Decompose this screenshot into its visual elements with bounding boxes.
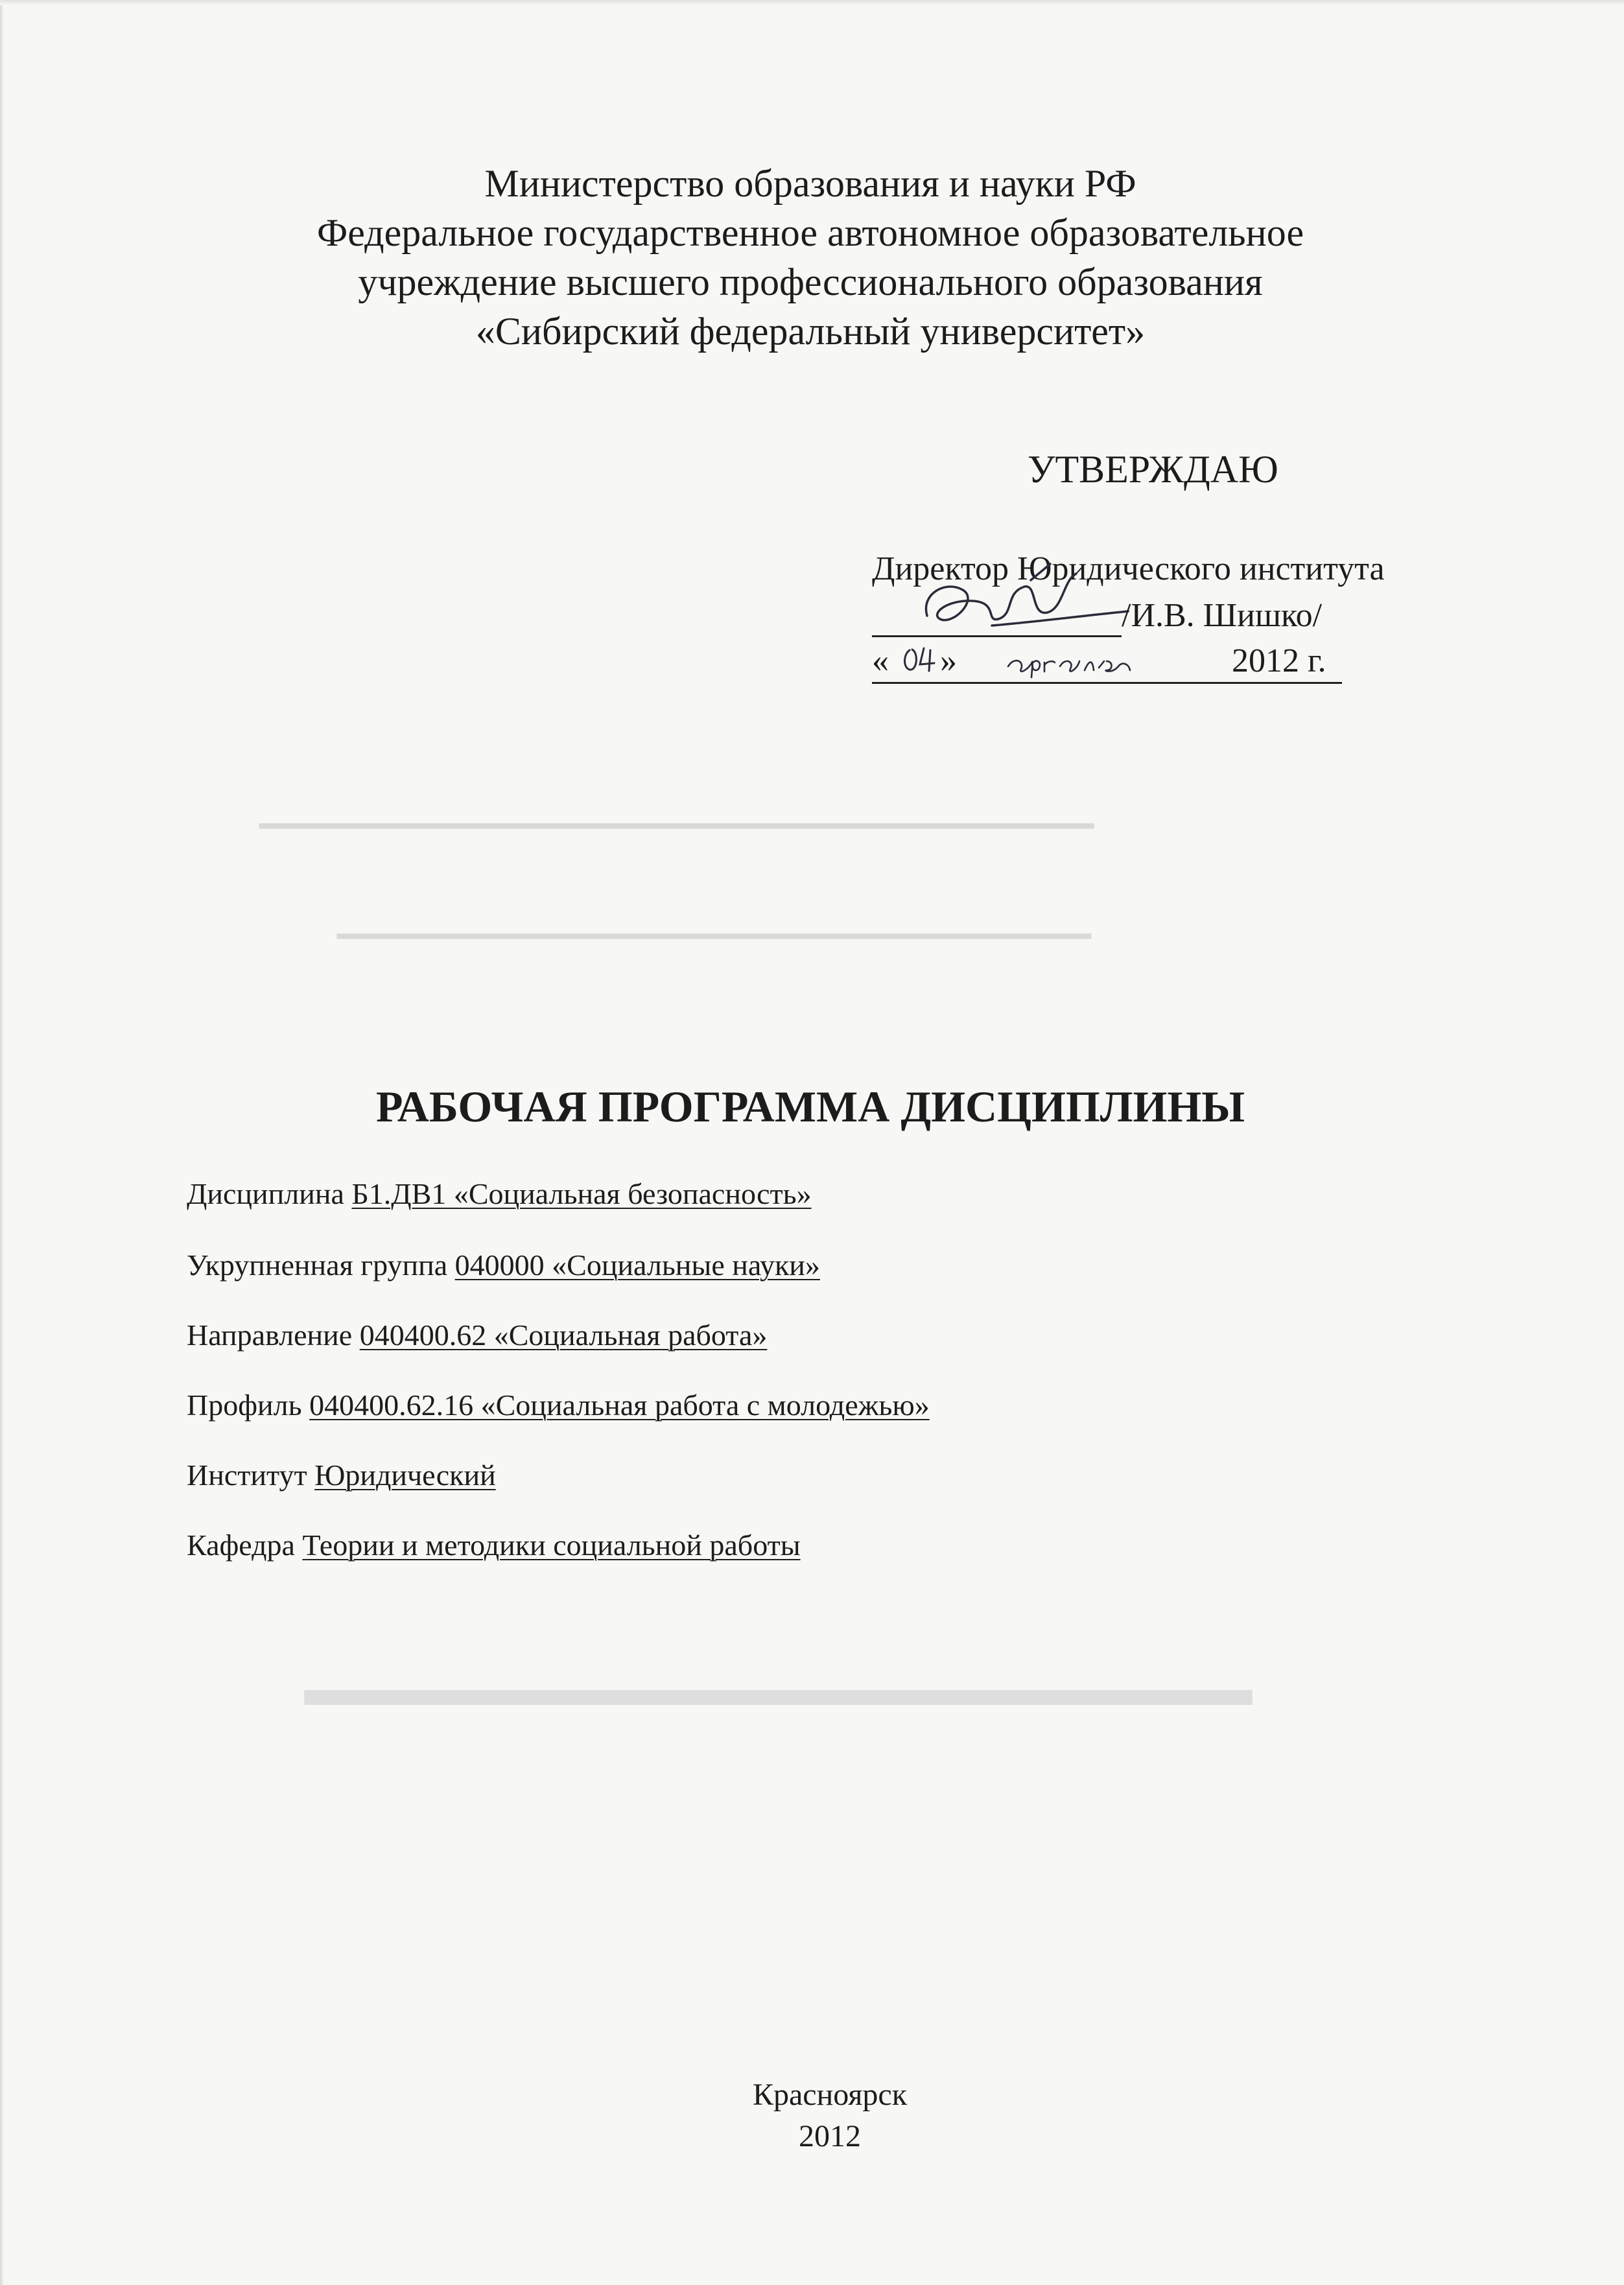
ministry-line: Министерство образования и науки РФ [484, 162, 1136, 205]
date-open-quote: « [872, 642, 889, 679]
institution-level-line: учреждение высшего профессионального образования [358, 261, 1263, 303]
field-label: Дисциплина [187, 1177, 352, 1210]
handwritten-signature [901, 554, 1135, 645]
date-close-quote: » [940, 642, 957, 679]
field-value: 040400.62 «Социальная работа» [359, 1318, 768, 1352]
field-value: 040000 «Социальные науки» [454, 1248, 820, 1282]
field-label: Институт [187, 1459, 315, 1492]
field-value: Юридический [314, 1459, 496, 1492]
field-value: Б1.ДВ1 «Социальная безопасность» [351, 1177, 812, 1210]
field-value: 040400.62.16 «Социальная работа с молодежью» [309, 1389, 930, 1422]
footer-year: 2012 [799, 2119, 861, 2153]
scan-edge-left [0, 0, 4, 2285]
bleed-through-title: ▂▂▂▂▂▂▂▂▂▂▂▂▂▂▂▂▂▂▂▂▂▂▂▂▂ [305, 1649, 1253, 1704]
field-institute [187, 1458, 496, 1492]
handwritten-day [898, 639, 943, 677]
document-title: РАБОЧАЯ ПРОГРАММА ДИСЦИПЛИНЫ [375, 1082, 1245, 1131]
footer-city: Красноярск [752, 2078, 908, 2112]
field-direction [187, 1318, 767, 1352]
field-label: Кафедра [187, 1529, 303, 1562]
field-profile [187, 1388, 930, 1422]
field-label: Профиль [187, 1389, 310, 1422]
bleed-through-line: ▁▁▁▁▁▁▁▁▁▁▁▁▁▁▁▁▁▁▁▁▁▁▁▁▁▁▁▁ [337, 899, 1091, 938]
field-label: Укрупненная группа [187, 1248, 455, 1282]
institution-header [162, 159, 1459, 356]
approver-name: /И.В. Шишко/ [1122, 597, 1323, 634]
document-footer [648, 2074, 1011, 2157]
approval-heading: УТВЕРЖДАЮ [1028, 448, 1278, 491]
field-group [187, 1248, 820, 1282]
approval-year: 2012 г. [1232, 642, 1326, 679]
field-value: Теории и методики социальной работы [302, 1529, 801, 1562]
approver-role: Директор Юридического института [872, 550, 1385, 587]
field-discipline [187, 1177, 812, 1211]
field-label: Направление [187, 1318, 360, 1352]
field-department [187, 1528, 801, 1562]
handwritten-month [1002, 642, 1151, 681]
university-name: «Сибирский федеральный университет» [475, 310, 1146, 353]
scan-edge-top [0, 0, 1624, 5]
institution-type-line: Федеральное государственное автономное образовательное [316, 211, 1304, 254]
bleed-through-line: ▁▁▁▁▁▁▁▁▁▁▁▁▁▁▁▁▁▁▁▁▁▁▁▁▁▁▁▁▁▁▁ [259, 789, 1094, 828]
